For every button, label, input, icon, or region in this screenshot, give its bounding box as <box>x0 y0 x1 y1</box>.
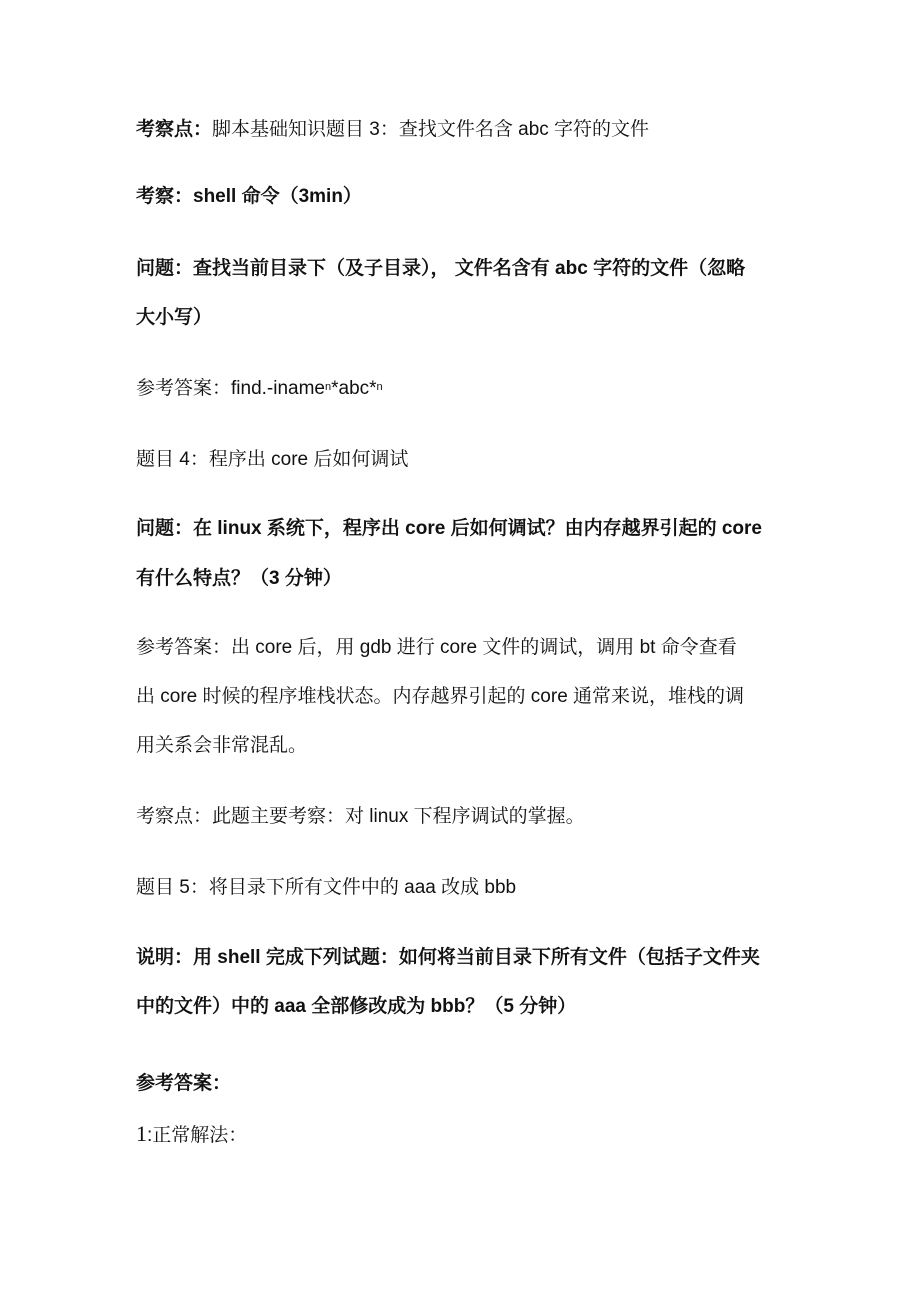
q5-title: 题目 5：将目录下所有文件中的 aaa 改成 bbb <box>136 877 517 898</box>
q5-method-number: 1 <box>136 1121 147 1146</box>
q3-exam-line: 考察：shell 命令（3min） <box>136 186 362 207</box>
q3-focus-line <box>136 118 796 142</box>
q4-question-line2: 有什么特点？（3 分钟） <box>136 568 342 589</box>
q4-question-line1: 问题：在 linux 系统下，程序出 core 后如何调试？由内存越界引起的 core <box>136 518 762 539</box>
q3-question-line2: 大小写） <box>136 307 213 328</box>
q3-focus-text: 脚本基础知识题目 3：查找文件名含 abc 字符的文件 <box>212 119 650 140</box>
q4-answer-line3: 用关系会非常混乱。 <box>136 735 308 756</box>
q3-focus-label: 考察点： <box>136 119 213 140</box>
q4-answer-line2: 出 core 时候的程序堆栈状态。内存越界引起的 core 通常来说，堆栈的调 <box>136 686 745 707</box>
q5-desc-line1: 说明：用 shell 完成下列试题：如何将当前目录下所有文件（包括子文件夹 <box>136 947 760 968</box>
q4-title: 题目 4：程序出 core 后如何调试 <box>136 449 409 470</box>
q4-answer-line1: 参考答案：出 core 后，用 gdb 进行 core 文件的调试，调用 bt 命令查看 <box>136 637 737 658</box>
q5-answer-label: 参考答案： <box>136 1073 232 1094</box>
q3-answer-pattern: *abc* <box>331 378 377 399</box>
q5-method-line <box>136 1122 796 1148</box>
q4-focus-line: 考察点：此题主要考察：对 linux 下程序调试的掌握。 <box>136 806 585 827</box>
q3-answer-quote-close: n <box>376 381 383 393</box>
q5-desc-line2: 中的文件）中的 aaa 全部修改成为 bbb？（5 分钟） <box>136 996 577 1017</box>
q3-answer-quote-open: n <box>325 381 332 393</box>
q3-answer-line <box>136 377 796 401</box>
q3-question-line1: 问题：查找当前目录下（及子目录）， 文件名含有 abc 字符的文件（忽略 <box>136 258 746 279</box>
q5-method-text: :正常解法： <box>147 1125 248 1146</box>
q3-answer-prefix: 参考答案：find.-iname <box>136 378 325 399</box>
